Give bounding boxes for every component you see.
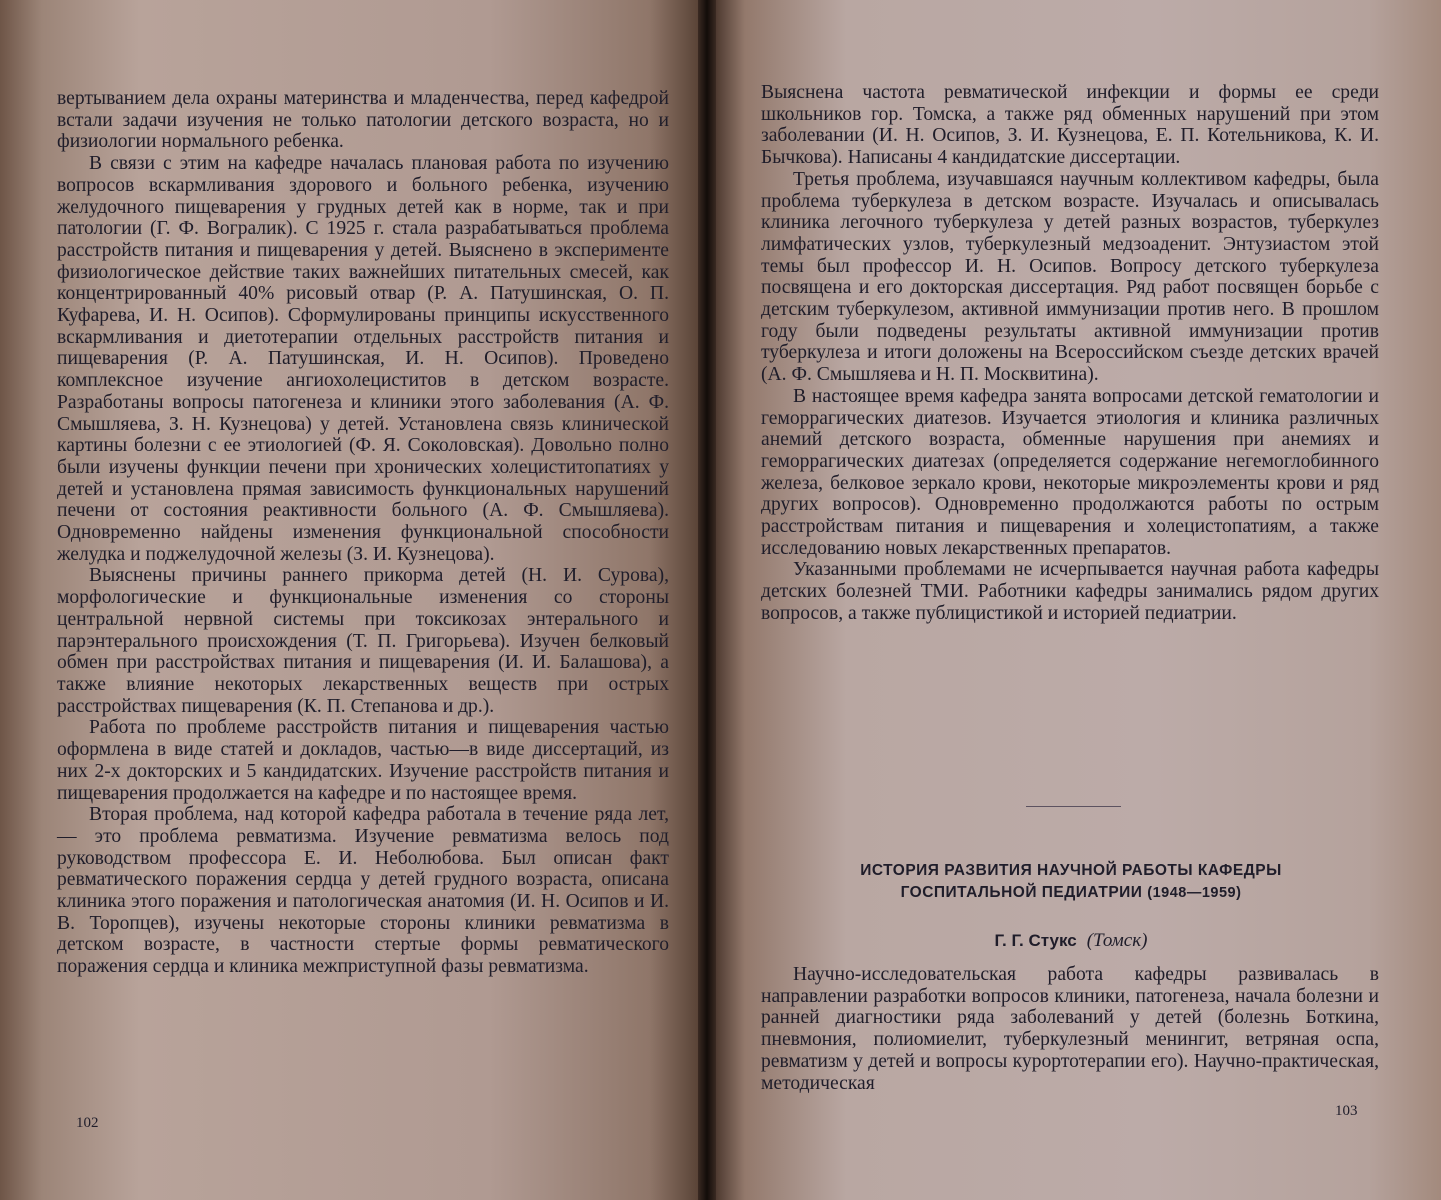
paragraph: Третья проблема, изучавшаяся научным коллективом кафедры, была проблема туберкулеза в детском возрасте. Изучалась и описывалась клиника легочного туберкулеза у детей разных возрастов, туберкулез лимфатических узлов, туберкулезный медзоаденит. Энтузиастом этой темы был профессор И. Н. Осипов. Вопросу детского туберкулеза посвящена и его докторская диссертация. Ряд работ посвящен борьбе с детским туберкулезом, активной иммунизации против него. В прошлом году были подведены результаты активной иммунизации против туберкулеза и итоги доложены на Всероссийском съезде детских врачей (А. Ф. Смышляева и Н. П. Москвитина).: [761, 168, 1379, 386]
left-page: [0, 0, 698, 1200]
paragraph: вертыванием дела охраны материнства и младенчества, перед кафедрой встали задачи изучения не только патологии детского возраста, но и физиологии нормального ребенка.: [57, 88, 669, 153]
paragraph: В настоящее время кафедра занята вопросами детской гематологии и геморрагических диатезов. Изучается этиология и клиника различных анемий детского возраста, обменные нарушения при анемиях и геморрагических диатезах (определяется содержание негемоглобинного железа, белковое зеркало крови, некоторые микроэлементы крови и ряд других вопросов). Одновременно продолжаются работы по острым расстройствам питания и пищеварения и холецистопатиям, а также исследованию новых лекарственных препаратов.: [761, 385, 1379, 559]
page-number: 103: [1335, 1103, 1358, 1119]
author-city: (Томск): [1086, 930, 1148, 951]
paragraph: Выяснены причины раннего прикорма детей (Н. И. Сурова), морфологические и функциональные изменения со стороны центральной нервной системы при токсикозах энтерального и парэнтерального происхождения (Т. П. Григорьева). Изучен белковый обмен при расстройствах питания и пищеварения (И. И. Балашова), а также влияние некоторых лекарственных веществ при острых расстройствах пищеварения (К. П. Степанова и др.).: [57, 565, 669, 717]
article-author: [776, 930, 1366, 952]
paragraph: Работа по проблеме расстройств питания и пищеварения частью оформлена в виде статей и докладов, частью—в виде диссертаций, из них 2-х докторских и 5 кандидатских. Изучение расстройств питания и пищеварения продолжается на кафедре и по настоящее время.: [57, 717, 669, 804]
article-title: [776, 860, 1366, 904]
paragraph: Указанными проблемами не исчерпывается научная работа кафедры детских болезней ТМИ. Работники кафедры занимались рядом других вопросов, а также публицистикой и историей педиатрии.: [761, 559, 1379, 624]
left-page-text: [57, 88, 669, 978]
article-title-line: [776, 882, 1366, 904]
article-title-line: ИСТОРИЯ РАЗВИТИЯ НАУЧНОЙ РАБОТЫ КАФЕДРЫ: [860, 862, 1282, 879]
paragraph: В связи с этим на кафедре началась плановая работа по изучению вопросов вскармливания здорового и больного ребенка, изучению желудочного пищеварения у грудных детей как в норме, так и при патологии (Г. Ф. Вогралик). С 1925 г. стала разрабатываться проблема расстройств питания и пищеварения у детей. Выяснено в эксперименте физиологическое действие таких важнейших питательных смесей, как концентрированный 40% рисовый отвар (Р. А. Патушинская, О. П. Куфарева, И. Н. Осипов). Сформулированы принципы искусственного вскармливания и диетотерапии отдельных расстройств питания и пищеварения (Р. А. Патушинская, И. Н. Осипов). Проведено комплексное изучение ангиохолециститов в детском возрасте. Разработаны вопросы патогенеза и клиники этого заболевания (А. Ф. Смышляева, З. Н. Кузнецова) у детей. Установлена связь клинической картины болезни с ее этиологией (Ф. Я. Соколовская). Довольно полно были изучены функции печени при хронических холециститопатиях у детей и установлена прямая зависимость функциональных нарушений печени от состояния реактивности больного (А. Ф. Смышляева). Одновременно найдены изменения функциональной способности желудка и поджелудочной железы (З. И. Кузнецова).: [57, 153, 669, 565]
book-gutter: [698, 0, 716, 1200]
paragraph: Вторая проблема, над которой кафедра работала в течение ряда лет, — это проблема ревматизма. Изучение ревматизма велось под руководством профессора Е. И. Неболюбова. Был описан факт ревматического поражения сердца у детей грудного возраста, описана клиника этого поражения и патологическая анатомия (И. Н. Осипов и И. В. Торопцев), изучены некоторые стороны клиники ревматизма в детском возрасте, в частности стертые формы ревматического поражения сердца и клиника межприступной фазы ревматизма.: [57, 804, 669, 978]
article-years: (1948—1959): [1147, 885, 1242, 901]
paragraph: Выяснена частота ревматической инфекции и формы ее среди школьников гор. Томска, а также ряд обменных нарушений при этом заболевании (И. Н. Осипов, З. И. Кузнецова, Е. П. Котельникова, К. И. Бычкова). Написаны 4 кандидатские диссертации.: [761, 82, 1379, 169]
author-name: Г. Г. Стукс: [994, 931, 1077, 950]
article-title-text: ГОСПИТАЛЬНОЙ ПЕДИАТРИИ: [900, 884, 1143, 901]
page-number: 102: [76, 1115, 99, 1131]
section-divider: [1026, 806, 1121, 807]
right-page: [716, 0, 1441, 1200]
paragraph: Научно-исследовательская работа кафедры развивалась в направлении разработки вопросов клиники, патогенеза, начала болезни и ранней диагностики ряда заболеваний у детей (болезнь Боткина, пневмония, полиомиелит, туберкулезный менингит, ветряная оспа, ревматизм у детей и вопросы курортотерапии его). Научно-практическая, методическая: [761, 964, 1379, 1094]
article-body: [761, 964, 1379, 1094]
